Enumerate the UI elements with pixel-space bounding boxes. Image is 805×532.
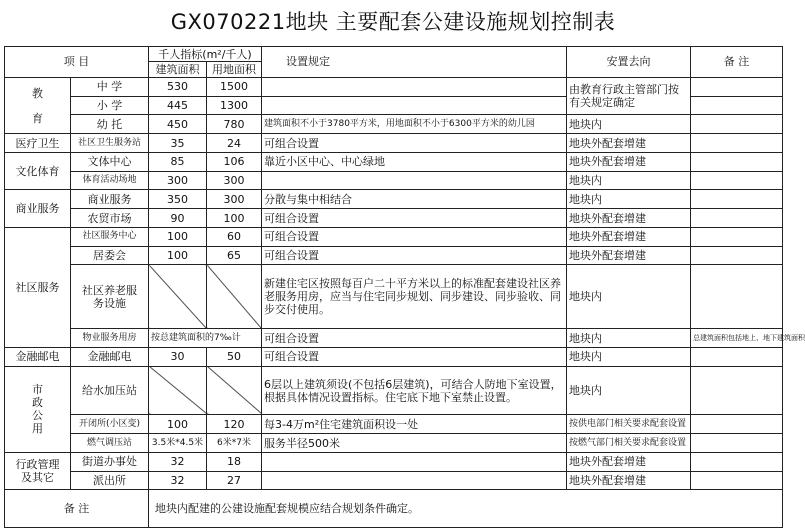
- setting: 可组合设置: [262, 246, 567, 265]
- building-area: 100: [149, 415, 207, 434]
- footer-row: [5, 490, 783, 528]
- setting: 6层以上建筑须设(不包括6层建筑)，可结合人防地下室设置，根据具体情况设置指标。住宅底下地下室禁止设置。: [262, 366, 567, 415]
- item-name: 物业服务用房: [71, 329, 149, 348]
- land-area: 65: [207, 246, 262, 265]
- header-land-area: 用地面积: [207, 62, 262, 77]
- header-indicator: 千人指标(m²/千人): [149, 47, 262, 62]
- destination: 地块外配套增建: [567, 134, 691, 153]
- item-name: 社区卫生服务站: [71, 134, 149, 153]
- item-name: 给水加压站: [71, 366, 149, 415]
- setting: 靠近小区中心、中心绿地: [262, 152, 567, 171]
- item-name: 金融邮电: [71, 348, 149, 367]
- setting: [262, 452, 567, 471]
- setting: 服务半径500米: [262, 434, 567, 453]
- remark: [691, 452, 783, 471]
- building-area: 3.5米*4.5米: [149, 434, 207, 453]
- remark: [691, 115, 783, 134]
- setting: [262, 96, 567, 115]
- item-name: 农贸市场: [71, 209, 149, 228]
- remark: [691, 348, 783, 367]
- footer-note: 地块内配建的公建设施配套规模应结合规划条件确定。: [149, 490, 783, 528]
- building-area: 300: [149, 171, 207, 190]
- land-area: 50: [207, 348, 262, 367]
- destination: 由教育行政主管部门按有关规定确定: [567, 77, 691, 115]
- remark: [691, 471, 783, 490]
- item-name: 街道办事处: [71, 452, 149, 471]
- category-admin: 行政管理 及其它: [5, 452, 71, 490]
- page-title: GX070221地块 主要配套公建设施规划控制表: [170, 10, 616, 34]
- destination: 地块内: [567, 171, 691, 190]
- setting: 可组合设置: [262, 329, 567, 348]
- setting: 可组合设置: [262, 134, 567, 153]
- diagonal-cell: [207, 265, 262, 329]
- table-row: [5, 329, 783, 348]
- table-row: [5, 366, 783, 415]
- table-row: [5, 209, 783, 228]
- land-area: 6米*7米: [207, 434, 262, 453]
- table-row: [5, 434, 783, 453]
- table-row: [5, 171, 783, 190]
- table-row: [5, 415, 783, 434]
- table-row: [5, 348, 783, 367]
- building-area: 35: [149, 134, 207, 153]
- building-area: 32: [149, 471, 207, 490]
- table-row: [5, 452, 783, 471]
- destination: 地块外配套增建: [567, 227, 691, 246]
- table-row: [5, 471, 783, 490]
- item-name: 居委会: [71, 246, 149, 265]
- remark: [691, 415, 783, 434]
- category-finance: 金融邮电: [5, 348, 71, 367]
- header-destination: 安置去向: [567, 47, 691, 78]
- header-row: [5, 47, 783, 62]
- remark: [691, 227, 783, 246]
- remark: [691, 96, 783, 115]
- remark: [691, 366, 783, 415]
- remark: [691, 265, 783, 329]
- setting: 分散与集中相结合: [262, 190, 567, 209]
- building-area: 85: [149, 152, 207, 171]
- building-area: 350: [149, 190, 207, 209]
- destination: 地块外配套增建: [567, 246, 691, 265]
- setting: 可组合设置: [262, 227, 567, 246]
- setting: [262, 471, 567, 490]
- land-area: 106: [207, 152, 262, 171]
- header-setting: 设置规定: [262, 47, 567, 78]
- building-area: 445: [149, 96, 207, 115]
- setting: 新建住宅区按照每百户二十平方米以上的标准配套建设社区养老服务用房，应当与住宅同步规划、同步建设、同步验收、同步交付使用。: [262, 265, 567, 329]
- category-health: 医疗卫生: [5, 134, 71, 153]
- land-area: 1300: [207, 96, 262, 115]
- header-building-area: 建筑面积: [149, 62, 207, 77]
- destination: 地块外配套增建: [567, 471, 691, 490]
- setting: [262, 171, 567, 190]
- item-name: 派出所: [71, 471, 149, 490]
- destination: 地块内: [567, 348, 691, 367]
- land-area: 780: [207, 115, 262, 134]
- remark: 总建筑面积包括地上、地下建筑面积: [691, 329, 783, 348]
- remark: [691, 171, 783, 190]
- item-name: 开闭所(小区变): [71, 415, 149, 434]
- building-area: 450: [149, 115, 207, 134]
- diagonal-cell: [149, 366, 207, 415]
- remark: [691, 209, 783, 228]
- destination: 地块外配套增建: [567, 152, 691, 171]
- destination: 按供电部门相关要求配套设置: [567, 415, 691, 434]
- item-name: 幼 托: [71, 115, 149, 134]
- land-area: 120: [207, 415, 262, 434]
- building-area: 32: [149, 452, 207, 471]
- item-name: 中 学: [71, 77, 149, 96]
- diagonal-cell: [149, 265, 207, 329]
- remark: [691, 190, 783, 209]
- setting: [262, 77, 567, 96]
- land-area: 18: [207, 452, 262, 471]
- setting: 可组合设置: [262, 209, 567, 228]
- table-row: [5, 134, 783, 153]
- header-item: 项 目: [5, 47, 149, 78]
- item-name: 社区养老服务设施: [71, 265, 149, 329]
- destination: 地块内: [567, 329, 691, 348]
- setting: 每3-4万m²住宅建筑面积设一处: [262, 415, 567, 434]
- building-area: 90: [149, 209, 207, 228]
- building-area: 100: [149, 246, 207, 265]
- table-row: [5, 265, 783, 329]
- table-row: [5, 77, 783, 96]
- diagonal-cell: [207, 366, 262, 415]
- item-name: 文体中心: [71, 152, 149, 171]
- destination: 地块内: [567, 190, 691, 209]
- item-name: 体育活动场地: [71, 171, 149, 190]
- facility-control-table: [4, 46, 805, 528]
- destination: 地块内: [567, 115, 691, 134]
- land-area: 1500: [207, 77, 262, 96]
- remark: [691, 134, 783, 153]
- remark: [691, 152, 783, 171]
- destination: 地块内: [567, 265, 691, 329]
- destination: 地块内: [567, 366, 691, 415]
- category-municipal: 市 政 公 用: [5, 366, 71, 452]
- land-area: 60: [207, 227, 262, 246]
- building-area: 530: [149, 77, 207, 96]
- land-area: 300: [207, 171, 262, 190]
- table-row: [5, 246, 783, 265]
- footer-label: 备 注: [5, 490, 149, 528]
- table-row: [5, 115, 783, 134]
- category-commerce: 商业服务: [5, 190, 71, 228]
- table-row: [5, 227, 783, 246]
- land-area: 27: [207, 471, 262, 490]
- item-name: 燃气调压站: [71, 434, 149, 453]
- category-community: 社区服务: [5, 227, 71, 347]
- category-culture: 文化体育: [5, 152, 71, 190]
- building-area: 30: [149, 348, 207, 367]
- item-name: 商业服务: [71, 190, 149, 209]
- category-education: 教 育: [5, 77, 71, 133]
- table-row: [5, 152, 783, 171]
- item-name: 小 学: [71, 96, 149, 115]
- header-remark: 备 注: [691, 47, 783, 78]
- item-name: 社区服务中心: [71, 227, 149, 246]
- area-rule: 按总建筑面积的7‰计: [149, 329, 262, 348]
- setting: 可组合设置: [262, 348, 567, 367]
- destination: 地块外配套增建: [567, 209, 691, 228]
- remark: [691, 246, 783, 265]
- land-area: 300: [207, 190, 262, 209]
- building-area: 100: [149, 227, 207, 246]
- remark: [691, 434, 783, 453]
- remark: [691, 77, 783, 96]
- land-area: 100: [207, 209, 262, 228]
- destination: 按燃气部门相关要求配套设置: [567, 434, 691, 453]
- land-area: 24: [207, 134, 262, 153]
- destination: 地块外配套增建: [567, 452, 691, 471]
- setting: 建筑面积不小于3780平方米，用地面积不小于6300平方米的幼儿园: [262, 115, 567, 134]
- table-row: [5, 190, 783, 209]
